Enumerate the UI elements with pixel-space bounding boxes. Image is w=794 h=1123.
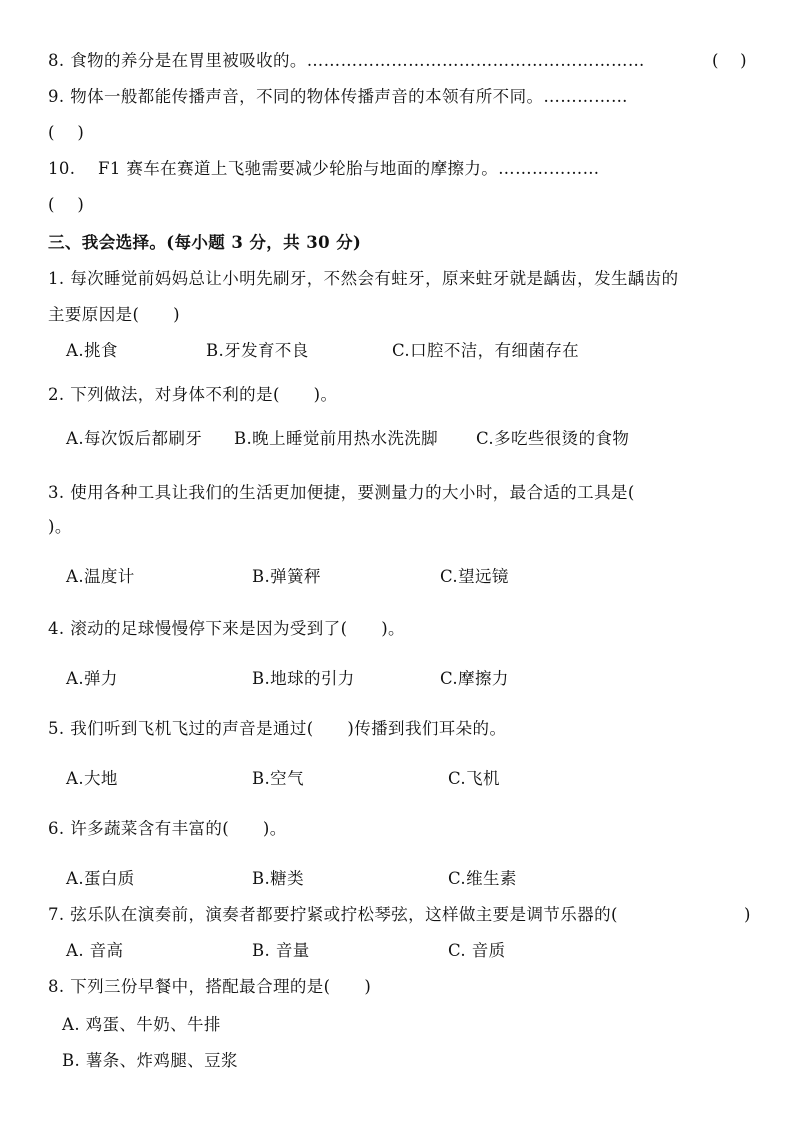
judge-q9-answer-blank[interactable]: ( ) [48, 123, 85, 142]
choice-q2-option-a[interactable]: A.每次饭后都刷牙 [66, 429, 203, 448]
choice-q7-option-b[interactable]: B. 音量 [252, 941, 310, 960]
choice-q7-option-a[interactable]: A. 音高 [66, 941, 124, 960]
choice-q2-option-c[interactable]: C.多吃些很烫的食物 [476, 429, 630, 448]
judge-q8 [48, 50, 645, 72]
choice-q2-option-b[interactable]: B.晚上睡觉前用热水洗洗脚 [234, 429, 439, 448]
choice-q3-option-c[interactable]: C.望远镜 [440, 567, 509, 586]
choice-q5-option-c[interactable]: C.飞机 [448, 769, 500, 788]
choice-q8-stem: 8. 下列三份早餐中，搭配最合理的是( ) [48, 977, 372, 996]
choice-q3-option-b[interactable]: B.弹簧秤 [252, 567, 321, 586]
choice-q6-stem: 6. 许多蔬菜含有丰富的( )。 [48, 819, 287, 838]
choice-q4-stem: 4. 滚动的足球慢慢停下来是因为受到了( )。 [48, 619, 405, 638]
choice-q1-stem-line2: 主要原因是( ) [48, 305, 180, 324]
choice-q8-option-b[interactable]: B. 薯条、炸鸡腿、豆浆 [62, 1051, 238, 1070]
choice-q1-stem-line1: 1. 每次睡觉前妈妈总让小明先刷牙，不然会有蛀牙，原来蛀牙就是龋齿，发生龋齿的 [48, 269, 679, 288]
judge-q10-answer-blank[interactable]: ( ) [48, 195, 85, 214]
choice-q7-stem: 7. 弦乐队在演奏前，演奏者都要拧紧或拧松琴弦，这样做主要是调节乐器的( [48, 905, 618, 924]
choice-q7-paren-close: ) [744, 905, 751, 924]
choice-q6-option-c[interactable]: C.维生素 [448, 869, 517, 888]
choice-q1-option-a[interactable]: A.挑食 [66, 341, 118, 360]
choice-q7-option-c[interactable]: C. 音质 [448, 941, 506, 960]
section-3-heading: 三、我会选择。(每小题 3 分，共 30 分) [48, 233, 362, 252]
judge-q8-answer-blank[interactable]: ( ) [712, 51, 747, 70]
choice-q5-option-a[interactable]: A.大地 [66, 769, 118, 788]
choice-q4-option-c[interactable]: C.摩擦力 [440, 669, 509, 688]
choice-q1-option-c[interactable]: C.口腔不洁，有细菌存在 [392, 341, 580, 360]
choice-q6-option-a[interactable]: A.蛋白质 [66, 869, 135, 888]
choice-q4-option-b[interactable]: B.地球的引力 [252, 669, 355, 688]
choice-q8-option-a[interactable]: A. 鸡蛋、牛奶、牛排 [62, 1015, 221, 1034]
choice-q3-option-a[interactable]: A.温度计 [66, 567, 135, 586]
choice-q5-stem: 5. 我们听到飞机飞过的声音是通过( )传播到我们耳朵的。 [48, 719, 507, 738]
choice-q4-option-a[interactable]: A.弹力 [66, 669, 118, 688]
choice-q6-option-b[interactable]: B.糖类 [252, 869, 304, 888]
choice-q1-option-b[interactable]: B.牙发育不良 [206, 341, 309, 360]
judge-q8-text: 8. 食物的养分是在胃里被吸收的。…………………………………………………… [48, 51, 645, 70]
judge-q9: 9. 物体一般都能传播声音，不同的物体传播声音的本领有所不同。…………… [48, 87, 628, 106]
choice-q5-option-b[interactable]: B.空气 [252, 769, 304, 788]
judge-q10: 10. F1 赛车在赛道上飞驰需要减少轮胎与地面的摩擦力。……………… [48, 159, 600, 178]
choice-q3-stem-line2: )。 [48, 517, 72, 536]
choice-q3-stem-line1: 3. 使用各种工具让我们的生活更加便捷，要测量力的大小时，最合适的工具是( [48, 483, 635, 502]
choice-q2-stem: 2. 下列做法，对身体不利的是( )。 [48, 385, 338, 404]
